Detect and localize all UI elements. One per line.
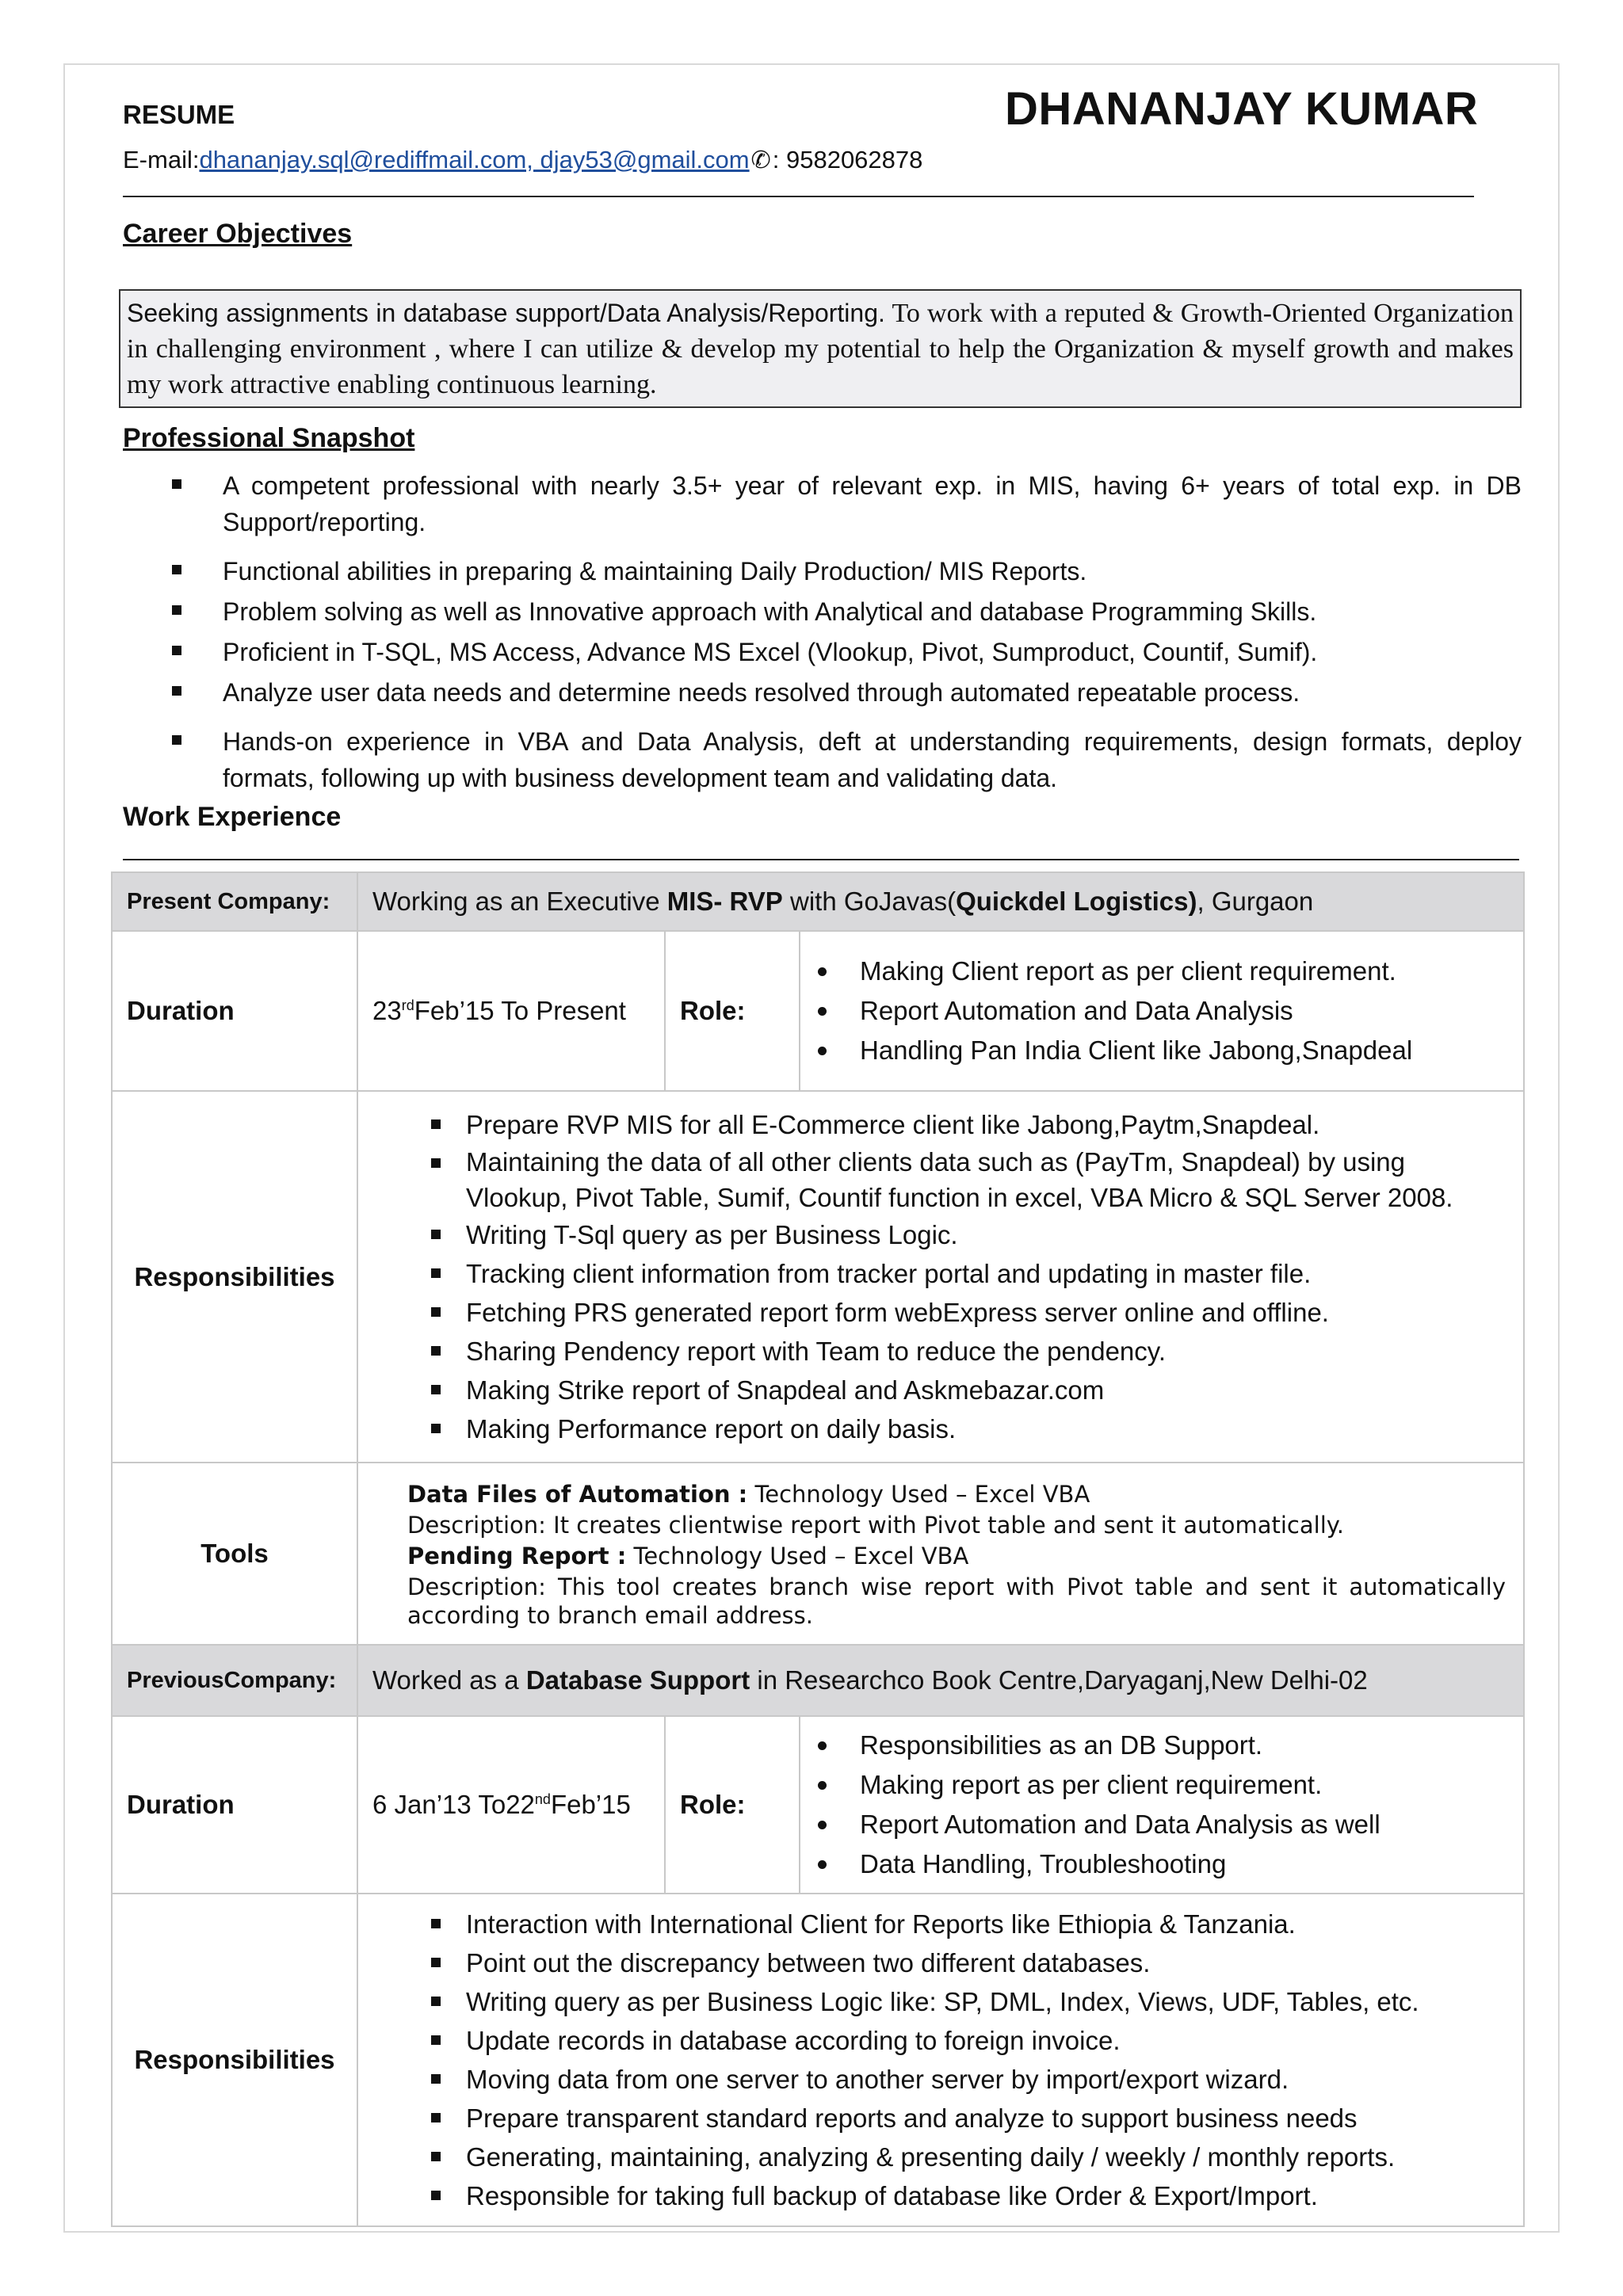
duration-label: Duration — [112, 1716, 357, 1894]
snapshot-item: A competent professional with nearly 3.5+ year of relevant exp. in MIS, having 6+ years of total exp. in DB Support/reporting. — [123, 467, 1522, 540]
present-duration-row — [112, 931, 1524, 1091]
previous-company-desc: Worked as a Database Support in Researchco Book Centre,Daryaganj,New Delhi-02 — [357, 1645, 1524, 1716]
responsibility-item: Prepare RVP MIS for all E-Commerce client like Jabong,Paytm,Snapdeal. — [358, 1105, 1506, 1144]
header-divider — [123, 196, 1474, 197]
role-item: Report Automation and Data Analysis — [800, 991, 1509, 1031]
responsibility-item: Making Performance report on daily basis. — [358, 1409, 1506, 1448]
objective-text-serif: To work with a reputed & Growth-Oriented Organization in challenging environment , where I can utilize & develop my potential to help the Organization & myself growth and makes my work attractive enabling continuous learning. — [127, 299, 1514, 399]
email-link[interactable]: dhananjay.sql@rediffmail.com, djay53@gmail.com — [199, 146, 750, 174]
responsibility-item: Making Strike report of Snapdeal and Askmebazar.com — [358, 1371, 1506, 1409]
role-item: Responsibilities as an DB Support. — [800, 1726, 1509, 1765]
snapshot-item: Problem solving as well as Innovative approach with Analytical and database Programming Skills. — [123, 593, 1522, 630]
previous-responsibilities — [357, 1894, 1524, 2226]
professional-snapshot-title: Professional Snapshot — [123, 423, 415, 453]
present-responsibilities-row — [112, 1091, 1524, 1463]
present-roles — [800, 931, 1524, 1091]
role-label: Role: — [665, 931, 800, 1091]
resume-label: RESUME — [123, 100, 235, 129]
role-label: Role: — [665, 1716, 800, 1894]
present-company-desc: Working as an Executive MIS- RVP with GoJavas(Quickdel Logistics), Gurgaon — [357, 872, 1524, 931]
previous-company-row — [112, 1645, 1524, 1716]
career-objectives-box — [119, 289, 1522, 408]
previous-responsibilities-row — [112, 1894, 1524, 2226]
work-experience-title: Work Experience — [123, 802, 342, 832]
phone-number: : 9582062878 — [772, 146, 923, 174]
snapshot-list — [123, 467, 1522, 796]
responsibility-item: Responsible for taking full backup of database like Order & Export/Import. — [358, 2176, 1506, 2215]
previous-roles — [800, 1716, 1524, 1894]
previous-duration-row — [112, 1716, 1524, 1894]
responsibility-item: Tracking client information from tracker portal and updating in master file. — [358, 1254, 1506, 1293]
present-tools-row — [112, 1463, 1524, 1645]
role-item: Report Automation and Data Analysis as well — [800, 1805, 1509, 1844]
snapshot-item: Functional abilities in preparing & maintaining Daily Production/ MIS Reports. — [123, 553, 1522, 589]
duration-label: Duration — [112, 931, 357, 1091]
tools-content — [357, 1463, 1524, 1645]
tool-description: Description: This tool creates branch wise report with Pivot table and sent it automatically according to branch email address. — [407, 1573, 1507, 1629]
snapshot-item: Analyze user data needs and determine needs resolved through automated repeatable process. — [123, 674, 1522, 711]
phone-icon: ✆ — [750, 147, 771, 174]
responsibilities-label: Responsibilities — [112, 1091, 357, 1463]
responsibility-item: Interaction with International Client for Reports like Ethiopia & Tanzania. — [358, 1905, 1506, 1943]
tools-label: Tools — [112, 1463, 357, 1645]
work-experience-table — [111, 871, 1525, 2227]
previous-company-label: PreviousCompany: — [112, 1645, 357, 1716]
candidate-name: DHANANJAY KUMAR — [1005, 83, 1479, 135]
contact-line — [123, 146, 922, 174]
responsibility-item: Prepare transparent standard reports and analyze to support business needs — [358, 2099, 1506, 2138]
responsibility-item: Writing query as per Business Logic like: SP, DML, Index, Views, UDF, Tables, etc. — [358, 1982, 1506, 2021]
role-item: Data Handling, Troubleshooting — [800, 1844, 1509, 1884]
responsibility-item: Point out the discrepancy between two different databases. — [358, 1943, 1506, 1982]
role-item: Making Client report as per client requirement. — [800, 952, 1509, 991]
responsibility-item: Fetching PRS generated report form webExpress server online and offline. — [358, 1293, 1506, 1332]
email-prefix: E-mail: — [123, 146, 200, 174]
role-item: Making report as per client requirement. — [800, 1765, 1509, 1805]
work-divider — [123, 859, 1519, 860]
present-duration-value: 23rdFeb’15 To Present — [357, 931, 665, 1091]
responsibilities-label: Responsibilities — [112, 1894, 357, 2226]
snapshot-item: Hands-on experience in VBA and Data Analysis, deft at understanding requirements, design formats, deploy formats, following up with business development team and validating data. — [123, 723, 1522, 796]
tool-title: Data Files of Automation : Technology Used – Excel VBA — [407, 1481, 1090, 1508]
tool-title: Pending Report : Technology Used – Excel VBA — [407, 1543, 969, 1569]
present-responsibilities — [357, 1091, 1524, 1463]
responsibility-item: Sharing Pendency report with Team to reduce the pendency. — [358, 1332, 1506, 1371]
responsibility-item: Update records in database according to foreign invoice. — [358, 2021, 1506, 2060]
career-objectives-title: Career Objectives — [123, 219, 353, 249]
objective-text-sans: Seeking assignments in database support/Data Analysis/Reporting. — [127, 299, 885, 327]
responsibility-item: Generating, maintaining, analyzing & presenting daily / weekly / monthly reports. — [358, 2138, 1506, 2176]
responsibility-item: Moving data from one server to another server by import/export wizard. — [358, 2060, 1506, 2099]
present-company-label: Present Company: — [112, 872, 357, 931]
snapshot-item: Proficient in T-SQL, MS Access, Advance MS Excel (Vlookup, Pivot, Sumproduct, Countif, Sumif). — [123, 634, 1522, 670]
previous-duration-value: 6 Jan’13 To22ndFeb’15 — [357, 1716, 665, 1894]
role-item: Handling Pan India Client like Jabong,Snapdeal — [800, 1031, 1509, 1070]
tool-description: Description: It creates clientwise report with Pivot table and sent it automatically. — [407, 1512, 1345, 1539]
responsibility-item: Writing T-Sql query as per Business Logic. — [358, 1215, 1506, 1254]
present-company-row — [112, 872, 1524, 931]
responsibility-item: Maintaining the data of all other clients data such as (PayTm, Snapdeal) by using Vlookup, Pivot Table, Sumif, Countif function in excel, VBA Micro & SQL Server 2008. — [358, 1144, 1506, 1215]
